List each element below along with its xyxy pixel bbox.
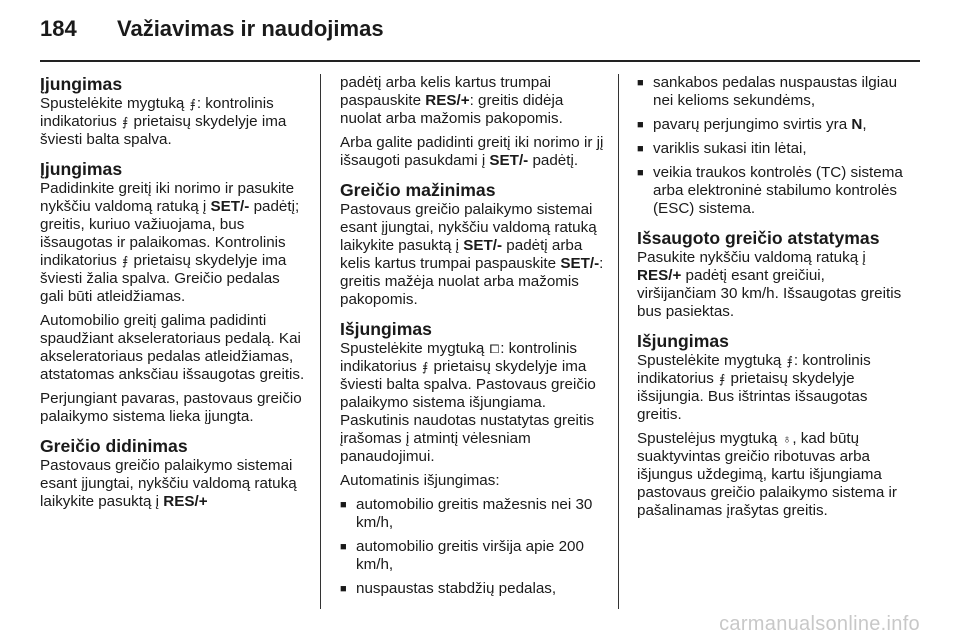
section-list-continued [637, 74, 907, 218]
list-item: ■ veikia traukos kontrolės (TC) sistema arba elektroninė stabilumo kontrolės (ESC) sistema. [637, 164, 907, 218]
section-continued [340, 74, 605, 170]
section-ijungimas-1 [40, 74, 305, 149]
cancel-icon: ⧠ [489, 342, 500, 356]
section-ijungimas-2 [40, 159, 305, 426]
column-3 [637, 74, 907, 530]
paragraph: Pasukite nykščiu valdomą ratuką į RES/+ padėtį esant greičiui, viršijančiam 30 km/h. Išsaugotas greitis bus pasiektas. [637, 249, 902, 320]
section-title: Išjungimas [637, 331, 729, 351]
bullet-icon [637, 116, 644, 134]
bullet-icon [637, 164, 644, 182]
section-title: Išjungimas [340, 319, 432, 339]
section-greicio-didinimas [40, 436, 305, 511]
header-rule [40, 60, 920, 62]
bullet-icon [340, 580, 347, 598]
paragraph: Arba galite padidinti greitį iki norimo ir jį išsaugoti pasukdami į SET/- padėtį. [340, 134, 604, 169]
column-divider [618, 74, 619, 609]
list-item: ■ sankabos pedalas nuspaustas ilgiau nei kelioms sekundėms, [637, 74, 907, 110]
section-issaugoto-greicio-atstatymas [637, 228, 907, 321]
bullet-icon [340, 496, 347, 514]
cruise-control-icon: ⨎ [422, 360, 429, 374]
watermark: carmanualsonline.info [719, 613, 920, 635]
section-title: Greičio mažinimas [340, 180, 496, 200]
paragraph: Perjungiant pavaras, pastovaus greičio palaikymo sistema lieka įjungta. [40, 390, 302, 425]
paragraph: Spustelėkite mygtuką ⧠: kontrolinis indikatorius ⨎ prietaisų skydelyje ima šviesti balta spalva. Pastovaus greičio palaikymo sistema išjungiama. Paskutinis naudotas nustatytas greitis įrašomas į atmintį vėlesniam panaudojimui. [340, 340, 596, 465]
page-number: 184 [40, 16, 77, 41]
paragraph: Padidinkite greitį iki norimo ir pasukite nykščiu valdomą ratuką į SET/- padėtį; greitis, kuriuo važiuojama, bus išsaugotas ir palaikomas. Kontrolinis indikatorius ⨎ prietaisų skydelyje ima šviesti žalia spalva. Greičio pedalas gali būti atleidžiamas. [40, 180, 300, 305]
list-item: ■ variklis sukasi itin lėtai, [637, 140, 907, 158]
section-title: Įjungimas [40, 74, 123, 94]
column-2 [340, 74, 605, 608]
list-item: ■ nuspaustas stabdžių pedalas, [340, 580, 605, 598]
list-item: ■ automobilio greitis viršija apie 200 km/h, [340, 538, 605, 574]
section-isjungimas-2 [637, 331, 907, 520]
page-title: Važiavimas ir naudojimas [117, 16, 384, 41]
cruise-control-icon: ⨎ [122, 115, 129, 129]
paragraph: Automobilio greitį galima padidinti spaudžiant akseleratoriaus pedalą. Kai akseleratoriaus pedalas atleidžiamas, atstatomas anksčiau išsaugotas greitis. [40, 312, 305, 383]
paragraph: Spustelėkite mygtuką ⨎: kontrolinis indikatorius ⨎ prietaisų skydelyje ima šviesti balta spalva. [40, 95, 287, 148]
bullet-icon [340, 538, 347, 556]
section-title: Greičio didinimas [40, 436, 188, 456]
bullet-icon [637, 140, 644, 158]
cruise-control-icon: ⨎ [719, 372, 726, 386]
page-header [40, 16, 384, 42]
column-1 [40, 74, 305, 521]
section-isjungimas-1 [340, 319, 605, 598]
cruise-control-icon: ⨎ [189, 97, 196, 111]
list-item: ■ pavarų perjungimo svirtis yra N, [637, 116, 907, 134]
paragraph: Spustelėkite mygtuką ⨎: kontrolinis indikatorius ⨎ prietaisų skydelyje išsijungia. Bus ištrintas išsaugotas greitis. [637, 352, 871, 423]
column-divider [320, 74, 321, 609]
cruise-control-icon: ⨎ [786, 354, 793, 368]
section-title: Išsaugoto greičio atstatymas [637, 228, 880, 248]
paragraph: Spustelėjus mygtuką ♁, kad būtų suaktyvintas greičio ribotuvas arba išjungus uždegimą, kartu išjungiama pastovaus greičio palaikymo sistema ir pašalinamas įrašytas greitis. [637, 430, 897, 519]
paragraph: padėtį arba kelis kartus trumpai paspauskite RES/+: greitis didėja nuolat arba mažomis pakopomis. [340, 74, 564, 127]
section-title: Įjungimas [40, 159, 123, 179]
speed-limiter-icon: ♁ [782, 432, 792, 446]
list-item: ■ automobilio greitis mažesnis nei 30 km/h, [340, 496, 605, 532]
paragraph: Pastovaus greičio palaikymo sistemai esant įjungtai, nykščiu valdomą ratuką laikykite pasuktą į RES/+ [40, 457, 297, 510]
section-greicio-mazinimas [340, 180, 605, 309]
cruise-control-icon: ⨎ [122, 254, 129, 268]
paragraph: Automatinis išjungimas: [340, 472, 500, 489]
paragraph: Pastovaus greičio palaikymo sistemai esant įjungtai, nykščiu valdomą ratuką laikykite pasuktą į SET/- padėtį arba kelis kartus trumpai paspauskite SET/-: greitis mažėja nuolat arba mažomis pakopomis. [340, 201, 604, 308]
bullet-icon [637, 74, 644, 92]
